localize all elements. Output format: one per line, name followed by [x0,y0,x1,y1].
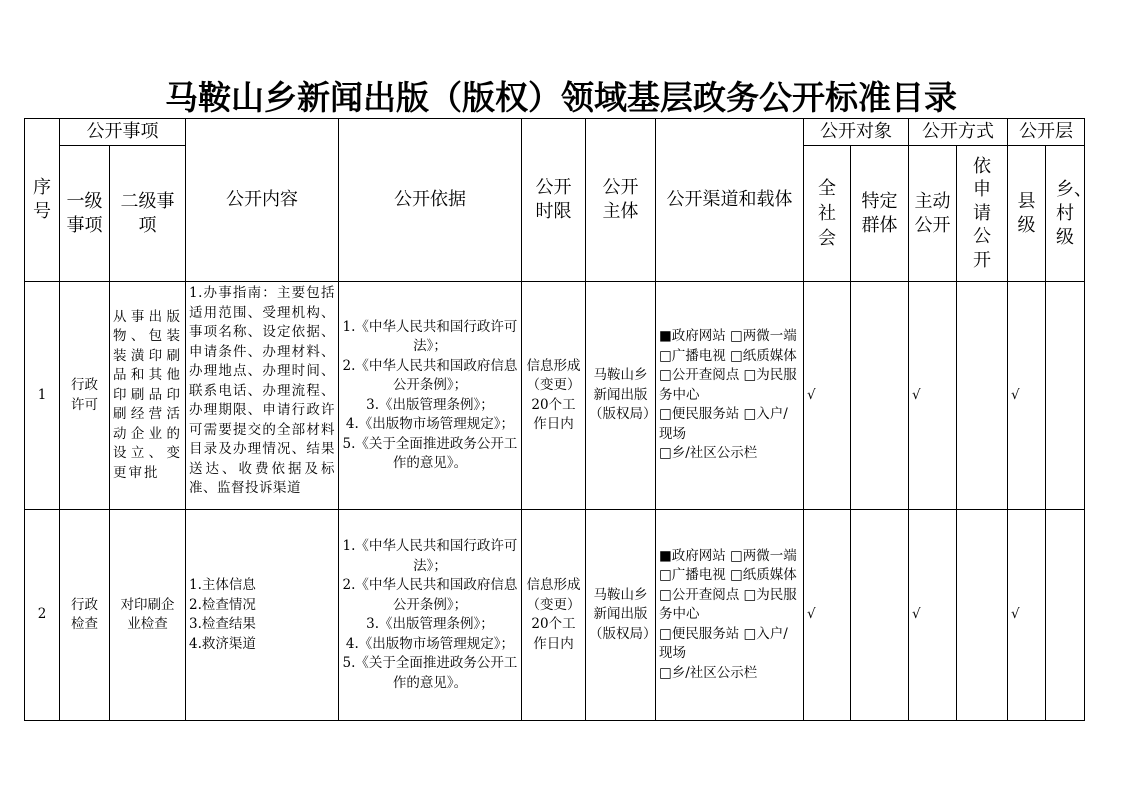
row-method-request [957,510,1008,721]
row-subject: 马鞍山乡新闻出版（版权局） [586,282,656,510]
row-object-specific [851,510,909,721]
header-basis: 公开依据 [339,119,522,282]
header-level-county: 县级 [1008,146,1046,282]
row-object-all: √ [804,282,851,510]
header-subject: 公开主体 [586,119,656,282]
row-level2: 从事出版物、包装装潢印刷品和其他印刷品印刷经营活动企业的设立、变更审批 [110,282,186,510]
header-items-group: 公开事项 [60,119,186,146]
table-row [25,510,1085,721]
page-title: 马鞍山乡新闻出版（版权）领域基层政务公开标准目录 [165,78,957,117]
row-seq: 1 [25,282,60,510]
header-level-group: 公开层 [1008,119,1085,146]
row-time-limit: 信息形成（变更）20个工作日内 [522,282,586,510]
row-content: 1.主体信息 2.检查情况 3.检查结果 4.救济渠道 [186,510,339,721]
row-level2: 对印刷企业检查 [110,510,186,721]
row-level-township [1046,282,1085,510]
row-method-active: √ [909,510,957,721]
row-level1: 行政检查 [60,510,110,721]
header-object-all: 全社会 [804,146,851,282]
header-object-specific: 特定群体 [851,146,909,282]
row-method-request [957,282,1008,510]
row-level-county: √ [1008,282,1046,510]
row-method-active: √ [909,282,957,510]
header-level-township: 乡、村级 [1046,146,1085,282]
table-row [25,282,1085,510]
catalog-table [24,118,1092,721]
row-subject: 马鞍山乡新闻出版（版权局） [586,510,656,721]
header-channel: 公开渠道和载体 [656,119,804,282]
row-level1: 行政许可 [60,282,110,510]
row-seq: 2 [25,510,60,721]
row-level-township [1046,510,1085,721]
row-level-county: √ [1008,510,1046,721]
row-basis: 1.《中华人民共和国行政许可法》； 2.《中华人民共和国政府信息公开条例》； 3.《出版管理条例》； 4.《出版物市场管理规定》； 5.《关于全面推进政务公开工作的意见》。 [339,282,522,510]
row-object-specific [851,282,909,510]
row-content: 1.办事指南：主要包括适用范围、受理机构、事项名称、设定依据、申请条件、办理材料、办理地点、办理时间、联系电话、办理流程、办理期限、申请行政许可需要提交的全部材料目录及办理情况、结果送达、收费依据及标准、监督投诉渠道 [186,282,339,510]
row-object-all: √ [804,510,851,721]
row-basis: 1.《中华人民共和国行政许可法》； 2.《中华人民共和国政府信息公开条例》； 3.《出版管理条例》； 4.《出版物市场管理规定》； 5.《关于全面推进政务公开工作的意见》。 [339,510,522,721]
header-object-group: 公开对象 [804,119,909,146]
header-method-active: 主动公开 [909,146,957,282]
header-seq: 序号 [25,119,60,282]
row-channel: ■政府网站 □两微一端 □广播电视 □纸质媒体 □公开查阅点 □为民服务中心 □便民服务站 □入户/现场 □乡/社区公示栏 [656,510,804,721]
row-time-limit: 信息形成（变更）20个工作日内 [522,510,586,721]
header-method-group: 公开方式 [909,119,1008,146]
header-level2: 二级事项 [110,146,186,282]
row-channel: ■政府网站 □两微一端 □广播电视 □纸质媒体 □公开查阅点 □为民服务中心 □便民服务站 □入户/现场 □乡/社区公示栏 [656,282,804,510]
header-content: 公开内容 [186,119,339,282]
header-time-limit: 公开时限 [522,119,586,282]
header-level1: 一级事项 [60,146,110,282]
header-method-request: 依申请公开 [957,146,1008,282]
